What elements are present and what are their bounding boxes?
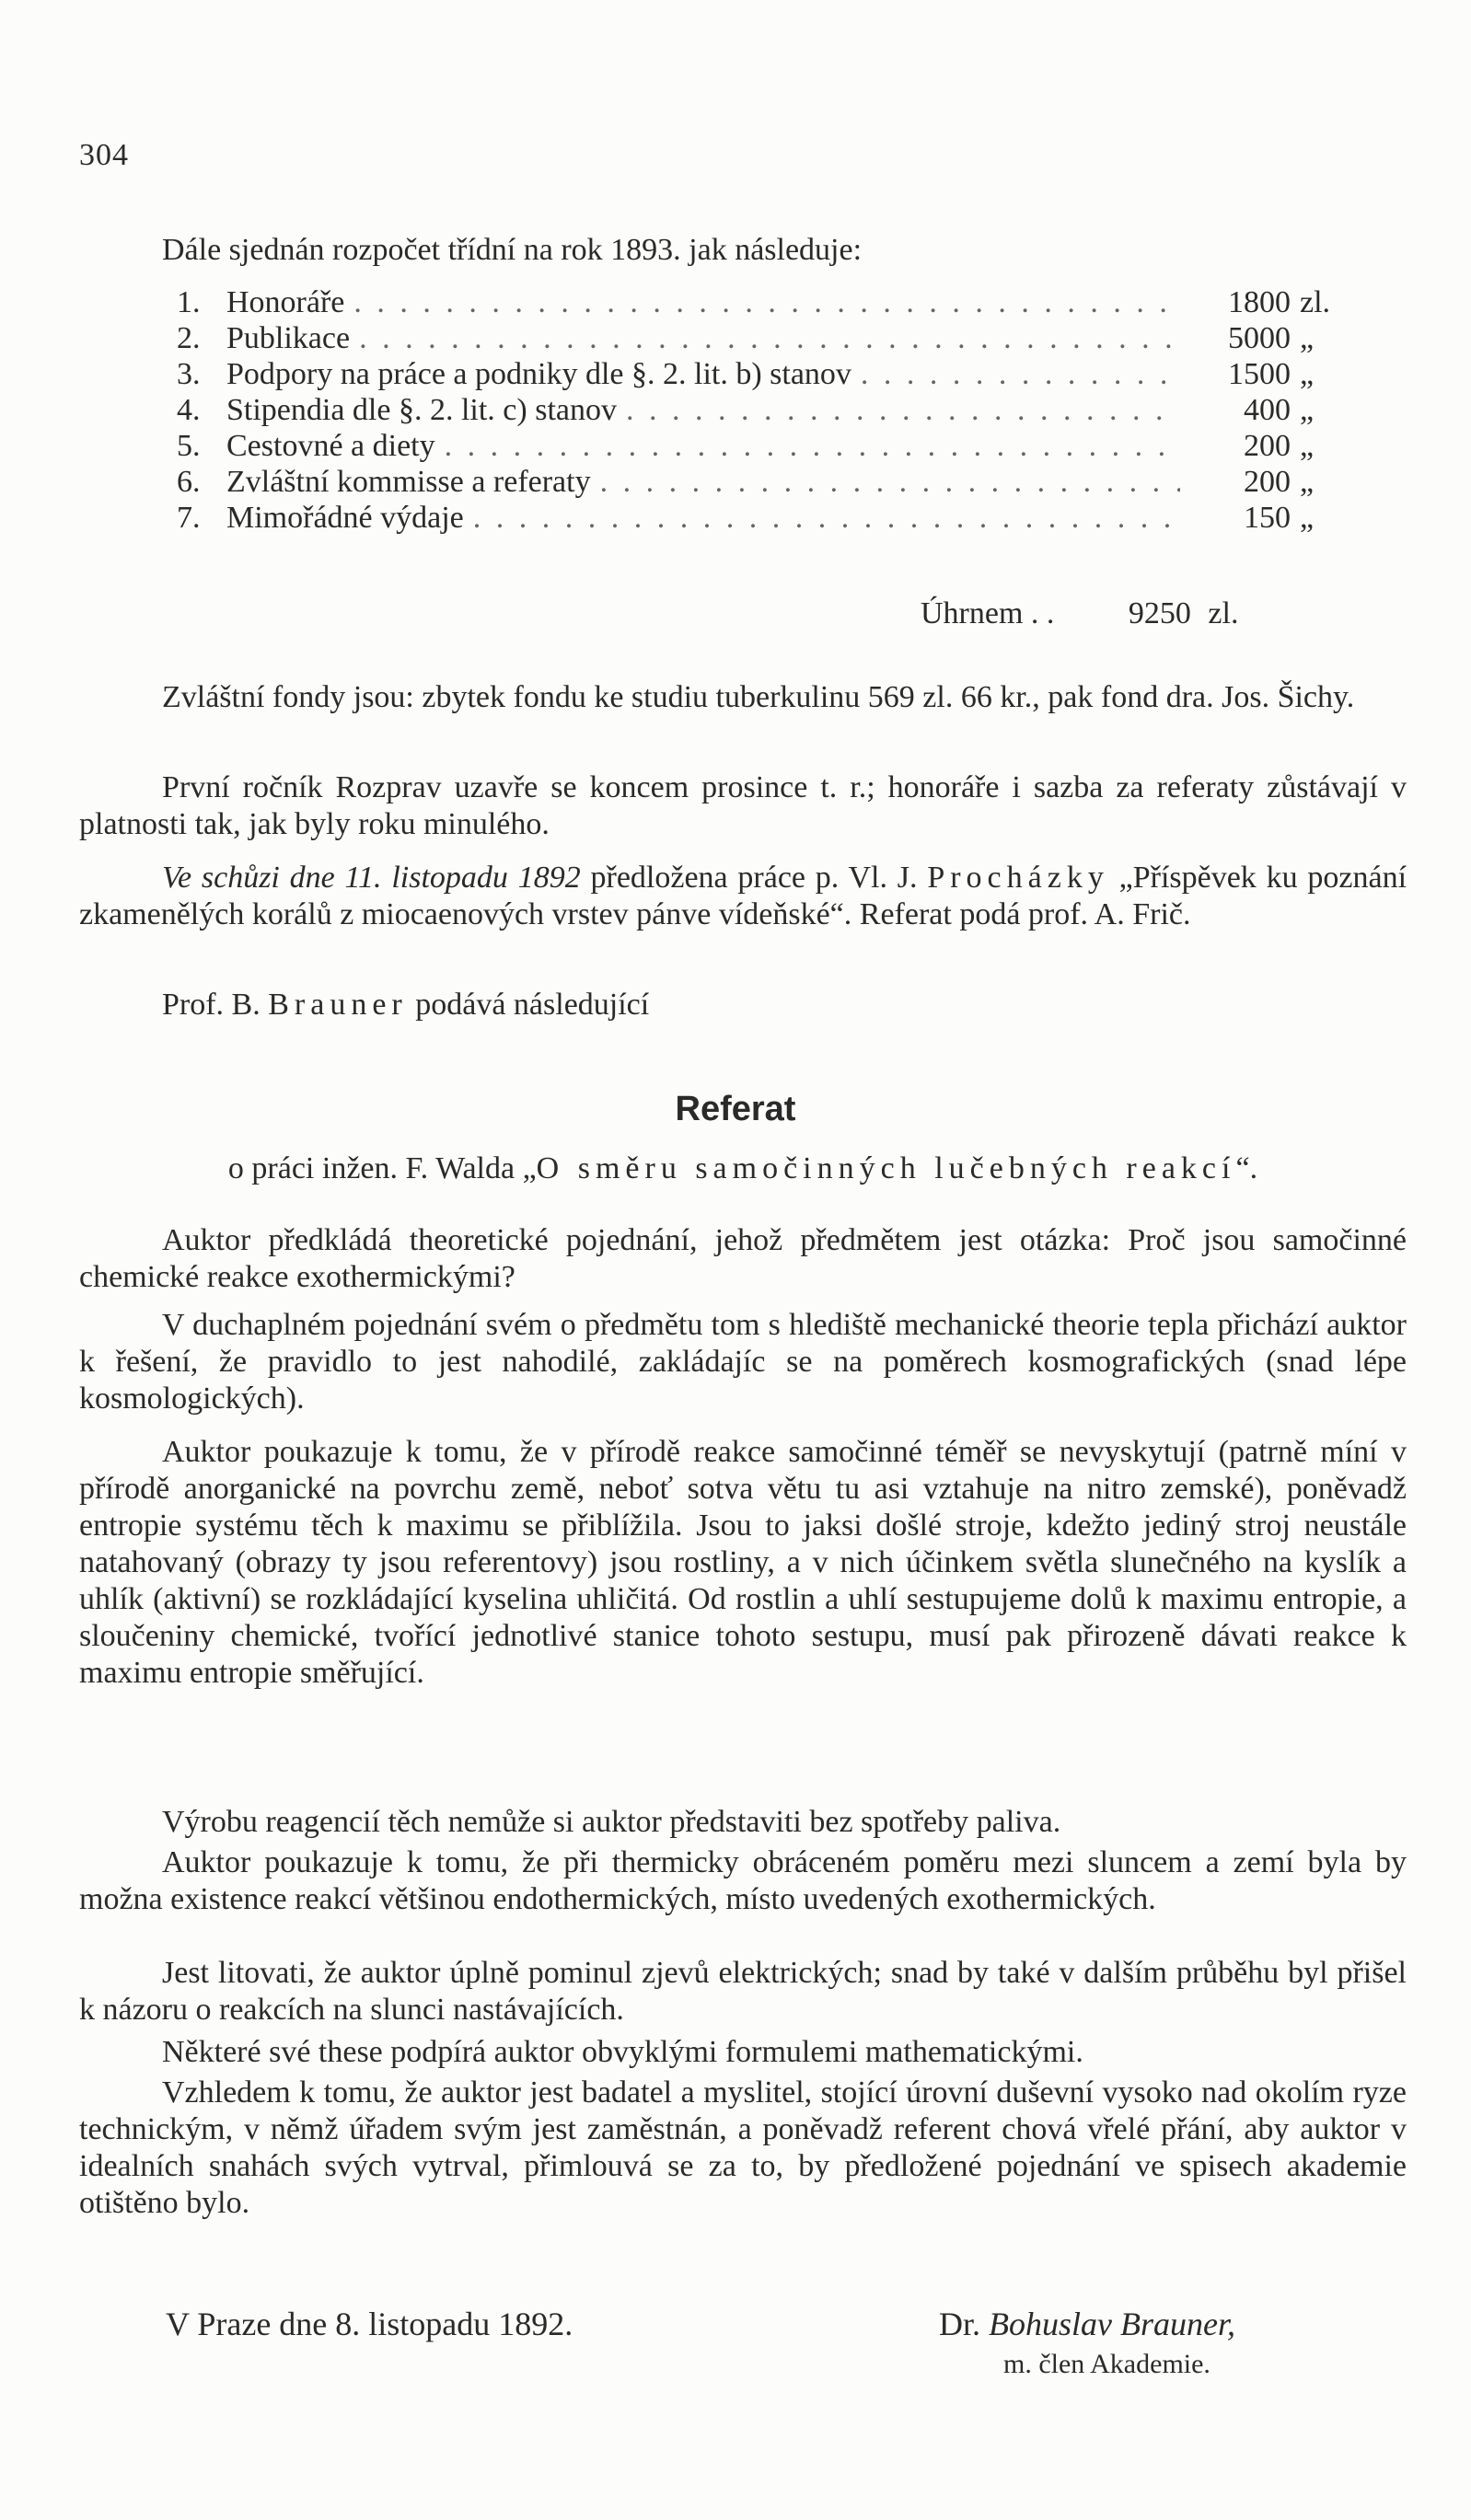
body-paragraph: Výrobu reagencií těch nemůže si auktor představiti bez spotřeby paliva.: [162, 1805, 1061, 1839]
budget-total-amount: 9250: [1128, 596, 1191, 630]
leader-dots: [617, 393, 1180, 428]
author-name: Procházky: [927, 861, 1109, 895]
body-paragraph: Auktor předkládá theoretické pojednání, jehož předmětem jest otázka: Proč jsou samočinné chemické reakce exothermickými?: [79, 1223, 1407, 1294]
budget-row-number: 2.: [177, 321, 201, 355]
session-text-b: „Příspěvek ku poznání zkamenělých korálů z miocaenových vrstev pánve vídeňské“. Referat podá prof. A. Frič.: [79, 861, 1407, 931]
body-paragraph: Auktor poukazuje k tomu, že při thermicky obráceném poměru mezi sluncem a zemí byla by možna existence reakcí většinou endothermických, místo uvedených exothermických.: [79, 1845, 1407, 1916]
page-number: 304: [79, 138, 129, 172]
referee-name: Brauner: [268, 988, 408, 1022]
budget-row-label: Podpory na práce a podniky dle §. 2. lit. b) stanov: [226, 357, 851, 391]
budget-row-label: Stipendia dle §. 2. lit. c) stanov: [226, 393, 617, 427]
signature-role: m. člen Akademie.: [1003, 2349, 1210, 2379]
budget-row-amount: 1800: [1228, 285, 1291, 319]
budget-row: [177, 321, 1355, 357]
budget-row-amount: 200: [1244, 429, 1291, 463]
budget-row-label: Honoráře: [226, 285, 345, 319]
budget-row-amount: 150: [1244, 501, 1291, 535]
subheading-text-b: “.: [1235, 1151, 1258, 1185]
budget-row-unit: „: [1300, 429, 1315, 463]
body-paragraph: Některé své these podpírá auktor obvyklými formulemi mathematickými.: [162, 2035, 1083, 2069]
proceedings-paragraph: První ročník Rozprav uzavře se koncem prosince t. r.; honoráře i sazba za referaty zůstávají v platnosti tak, jak byly roku minulého.: [79, 770, 1407, 841]
budget-row-amount: 400: [1244, 393, 1291, 427]
session-text-a: předložena práce p. Vl. J.: [580, 861, 928, 895]
budget-total-unit: zl.: [1208, 596, 1239, 630]
leader-dots: [344, 285, 1180, 320]
leader-dots: [435, 429, 1180, 464]
body-paragraph: Vzhledem k tomu, že auktor jest badatel a myslitel, stojící úrovní duševní vysoko nad okolím ryze technickým, v němž úřadem svým jest zaměstnán, a poněvadž referent chová vřelé přání, aby auktor v idealních snahách svých vytrval, přimlouvá se za to, by předložené pojednání ve spisech akademie otištěno bylo.: [79, 2075, 1407, 2220]
signature-author: [939, 2305, 1235, 2343]
budget-row-number: 7.: [177, 501, 201, 535]
budget-row: [177, 357, 1355, 393]
budget-row-unit: „: [1300, 321, 1315, 355]
budget-total-label: Úhrnem . .: [921, 596, 1055, 630]
referee-text-a: Prof. B.: [162, 988, 269, 1022]
leader-dots: [350, 321, 1180, 356]
budget-row-unit: zl.: [1300, 285, 1331, 319]
budget-row-amount: 5000: [1228, 321, 1291, 355]
session-date: Ve schůzi dne 11. listopadu 1892: [162, 861, 581, 895]
subheading-title: O směru samočinných lučebných reakcí: [536, 1151, 1236, 1185]
body-paragraph: V duchaplném pojednání svém o předmětu tom s hlediště mechanické theorie tepla přichází auktor k řešení, že pravidlo to jest nahodilé, zakládajíc se na poměrech kosmografických (snad lépe kosmologických).: [79, 1308, 1407, 1416]
budget-row-unit: „: [1300, 357, 1315, 391]
referee-text-b: podává následující: [407, 988, 650, 1022]
body-paragraph: Auktor poukazuje k tomu, že v přírodě reakce samočinné téměř se nevyskytují (patrně míní v přírodě anorganické na povrchu země, neboť sotva větu tu asi vztahuje na nitro zemské), poněvadž entropie systému těch k maximu se přiblížila. Jsou to jaksi došlé stroje, kdežto jediný stroj neustále natahovaný (obrazy ty jsou referentovy) jsou rostliny, a v nich účinkem světla slunečného na kyslík a uhlík (aktivní) se rozkládající kyselina uhličitá. Od rostlin a uhlí sestupujeme dolů k maximu entropie, a sloučeniny chemické, tvořící jednotlivé stanice tohoto sestupu, musí pak přirozeně dávati reakce k maximu entropie směřující.: [79, 1435, 1407, 1690]
section-subheading: [79, 1150, 1407, 1187]
budget-row-unit: „: [1300, 393, 1315, 427]
budget-row: [177, 429, 1355, 465]
referee-paragraph: [79, 987, 1407, 1023]
signature-name: Bohuslav Brauner,: [989, 2306, 1235, 2342]
leader-dots: [464, 501, 1180, 536]
budget-row: [177, 285, 1355, 321]
body-paragraph: Jest litovati, že auktor úplně pominul zjevů elektrických; snad by také v dalším průběhu byl přišel k názoru o reakcích na slunci nastávajících.: [79, 1956, 1407, 2027]
budget-row: [177, 465, 1355, 501]
budget-row-number: 5.: [177, 429, 201, 463]
budget-row-label: Mimořádné výdaje: [226, 501, 464, 535]
budget-row-number: 3.: [177, 357, 201, 391]
leader-dots: [591, 465, 1180, 500]
signature-place-date: V Praze dne 8. listopadu 1892.: [166, 2306, 573, 2342]
session-paragraph: [79, 860, 1407, 933]
budget-row-number: 1.: [177, 285, 201, 319]
budget-total: [921, 596, 1238, 631]
budget-row-label: Zvláštní kommisse a referaty: [226, 465, 591, 499]
section-heading: Referat: [675, 1090, 796, 1128]
budget-row-label: Cestovné a diety: [226, 429, 435, 463]
budget-row-amount: 1500: [1228, 357, 1291, 391]
budget-row: [177, 393, 1355, 429]
subheading-text-a: o práci inžen. F. Walda „: [227, 1151, 537, 1185]
special-funds-paragraph: Zvláštní fondy jsou: zbytek fondu ke studiu tuberkulinu 569 zl. 66 kr., pak fond dra. Jos. Šichy.: [162, 680, 1355, 714]
budget-intro: Dále sjednán rozpočet třídní na rok 1893. jak následuje:: [162, 233, 863, 267]
budget-row-amount: 200: [1244, 465, 1291, 499]
budget-row: [177, 501, 1355, 537]
budget-row-number: 6.: [177, 465, 201, 499]
budget-row-number: 4.: [177, 393, 201, 427]
budget-row-unit: „: [1300, 501, 1315, 535]
signature-title-prefix: Dr.: [939, 2306, 989, 2342]
leader-dots: [851, 357, 1180, 392]
budget-row-unit: „: [1300, 465, 1315, 499]
budget-row-label: Publikace: [226, 321, 351, 355]
budget-list: [177, 285, 1355, 537]
